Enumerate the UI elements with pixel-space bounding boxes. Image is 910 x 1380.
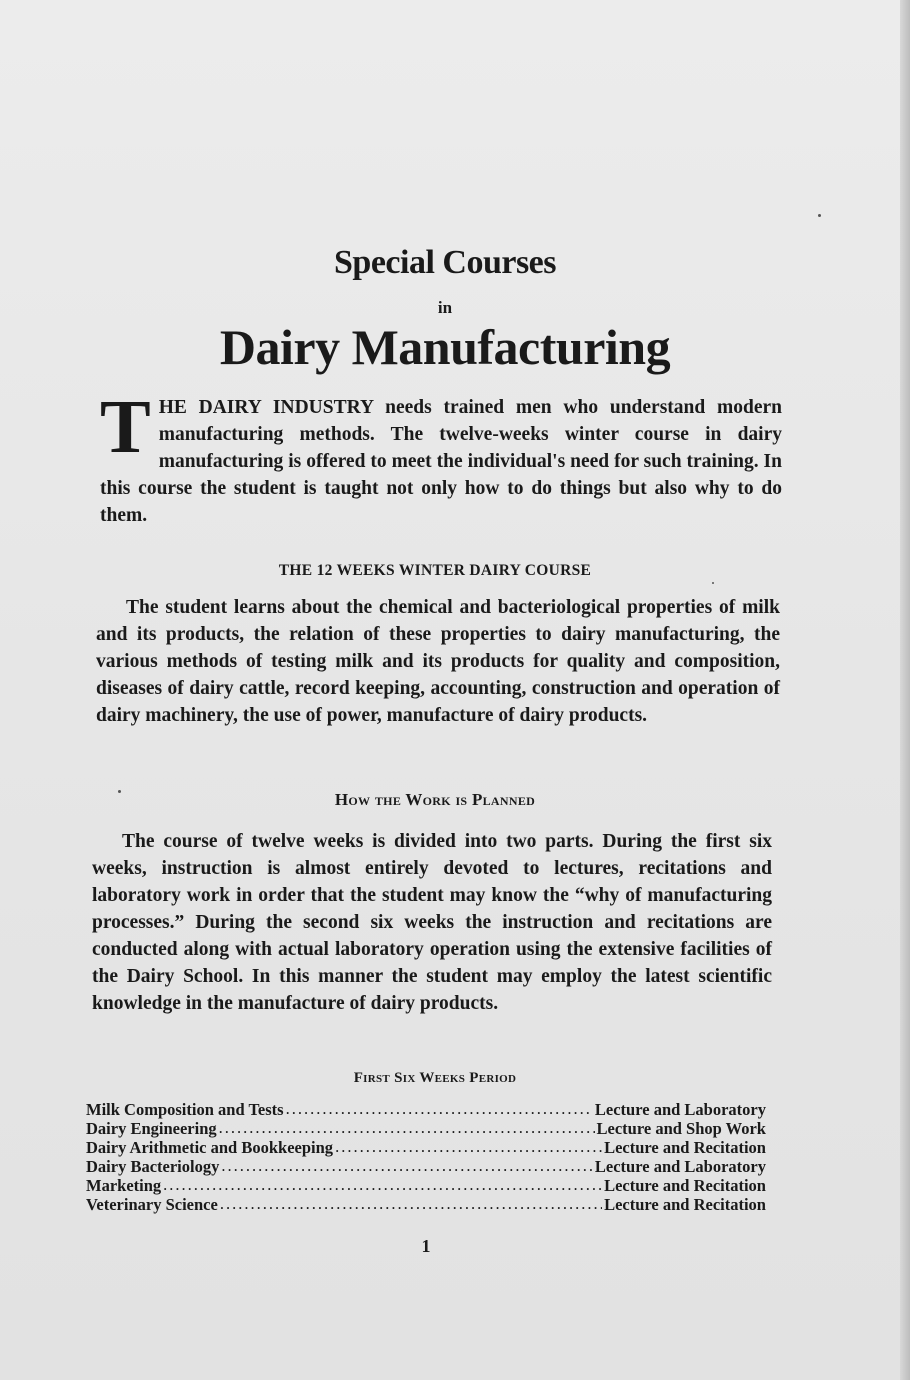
course-name: Dairy Arithmetic and Bookkeeping (86, 1138, 334, 1157)
paper-speck (818, 214, 821, 217)
course-type: Lecture and Recitation (604, 1176, 766, 1195)
course-row (86, 1195, 766, 1214)
leader-dots (286, 1101, 593, 1115)
course-row (86, 1176, 766, 1195)
course-list (86, 1100, 766, 1214)
heading-work-planned: How the Work is Planned (334, 790, 536, 809)
winter-course-paragraph: The student learns about the chemical and bacteriological properties of milk and its products, the relation of these properties to dairy manufacturing, the various methods of testing milk and its products for quality and composition, diseases of dairy cattle, record keeping, accounting, construction and operation of dairy machinery, the use of power, manufacture of dairy products. (96, 597, 780, 726)
course-row (86, 1157, 766, 1176)
course-name: Milk Composition and Tests (86, 1100, 284, 1119)
course-type: Lecture and Recitation (604, 1195, 766, 1214)
course-type: Lecture and Recitation (604, 1138, 766, 1157)
page-number: 1 (421, 1236, 431, 1256)
leader-dots (219, 1120, 595, 1134)
intro-text: HE DAIRY INDUSTRY needs trained men who understand modern manufacturing methods. The twelve-weeks winter course in dairy manufacturing is offered to meet the individual's need for such training. In this course the student is taught not only how to do things but also why to do them. (100, 397, 782, 526)
course-type: Lecture and Laboratory (594, 1157, 766, 1176)
drop-cap: T (100, 385, 151, 469)
page-edge (900, 0, 910, 1380)
leader-dots (335, 1139, 602, 1153)
course-name: Veterinary Science (86, 1195, 218, 1214)
course-row (86, 1138, 766, 1157)
title-in: in (437, 298, 453, 317)
leader-dots (220, 1196, 602, 1210)
course-name: Dairy Bacteriology (86, 1157, 220, 1176)
course-name: Marketing (86, 1176, 162, 1195)
intro-paragraph (100, 385, 782, 529)
heading-first-six-weeks: First Six Weeks Period (353, 1070, 517, 1086)
paper-speck (118, 790, 121, 793)
title-dairy-manufacturing: Dairy Manufacturing (219, 319, 671, 375)
work-planned-paragraph: The course of twelve weeks is divided into two parts. During the first six weeks, instruction is almost entirely devoted to lectures, recitations and laboratory work in order that the student may know the “why of manufacturing processes.” During the second six weeks the instruction and recitations are conducted along with actual laboratory operation using the extensive facilities of the Dairy School. In this manner the student may employ the latest scientific knowledge in the manufacture of dairy products. (92, 831, 772, 1014)
course-row (86, 1100, 766, 1119)
leader-dots (221, 1158, 593, 1172)
title-special-courses: Special Courses (334, 244, 556, 281)
course-type: Lecture and Shop Work (596, 1119, 766, 1138)
paper-speck (712, 582, 714, 584)
heading-winter-course: THE 12 WEEKS WINTER DAIRY COURSE (278, 562, 592, 579)
course-row (86, 1119, 766, 1138)
leader-dots (163, 1177, 602, 1191)
course-type: Lecture and Laboratory (594, 1100, 766, 1119)
course-name: Dairy Engineering (86, 1119, 217, 1138)
